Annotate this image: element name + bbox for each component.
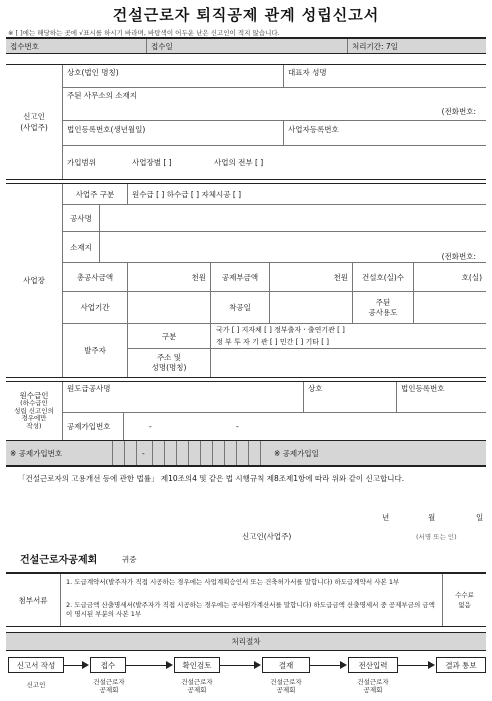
client-type-label: 구분 <box>161 331 177 341</box>
scope-option-all[interactable]: 사업의 전부 [ ] <box>214 157 264 167</box>
original-firm-label: 원도급공사명 <box>67 383 111 393</box>
original-corp-no-label: 법인등록번호 <box>401 383 445 393</box>
main-use-label: 주된 공사용도 <box>368 297 398 317</box>
original-mgmt-dash-1: - <box>149 422 152 431</box>
process-step-1-owner: 신고인 <box>26 680 46 689</box>
process-title: 처리절차 <box>6 632 486 650</box>
attachments-label: 첨부서류 <box>18 595 48 605</box>
receipt-number-label: 접수번호 <box>6 39 146 53</box>
arrow-icon <box>428 661 435 669</box>
process-step-4-owner: 건설근로자 공제회 <box>270 678 302 694</box>
reporter-corp-no-field[interactable]: 법인등록번호(생년월일) <box>67 125 146 134</box>
amount-label: 총공사금액 <box>76 272 114 282</box>
arrow-icon <box>340 661 347 669</box>
owner-type-options[interactable]: 원수급 [ ] 하수급 [ ] 자체시공 [ ] <box>132 189 242 199</box>
client-label: 발주자 <box>84 346 106 355</box>
recipient-suffix: 귀중 <box>122 554 137 564</box>
process-step-4: 결재 <box>262 657 310 673</box>
original-section-label: 원수급인 <box>19 390 49 400</box>
process-step-6: 결과 통보 <box>436 657 486 673</box>
reporter-section <box>6 65 62 179</box>
arrow-icon <box>254 661 261 669</box>
arrow-icon <box>82 661 89 669</box>
site-section-label: 사업장 <box>23 276 45 285</box>
form-note: ※ [ ]에는 해당하는 곳에 √표시를 하시기 바라며, 바탕색이 어두운 난은 신고인이 적지 않습니다. <box>8 29 280 37</box>
date-year-label: 년 <box>382 512 390 522</box>
process-step-5: 전산입력 <box>348 657 398 673</box>
process-step-3-owner: 건설근로자 공제회 <box>181 678 213 694</box>
process-step-5-owner: 건설근로자 공제회 <box>357 678 389 694</box>
client-address-label: 주소 및 성명(명칭) <box>151 353 187 372</box>
form-title: 건설근로자 퇴직공제 관계 성립신고서 <box>112 6 380 24</box>
process-step-1: 신고서 작성 <box>8 657 64 673</box>
deduct-amount-unit[interactable]: 천원 <box>333 272 348 282</box>
join-number-label: ※ 공제가입번호 <box>6 441 100 465</box>
project-name-label: 공사명 <box>70 213 92 223</box>
date-month-label: 월 <box>428 512 436 522</box>
declaration-text: 「건설근로자의 고용개선 등에 관한 법률」 제10조의4 및 같은 법 시행규칙 제8조제1항에 따라 위와 같이 신고합니다. <box>18 474 405 483</box>
project-name-input[interactable] <box>100 205 486 231</box>
original-section-sub: (하수급인 성립 신고인의 경우에만 작성) <box>14 399 54 430</box>
deduct-amount-label: 공제부금액 <box>221 272 259 282</box>
recipient-name: 건설근로자공제회 <box>20 554 98 566</box>
units-unit[interactable]: 호(실) <box>461 272 482 282</box>
receipt-date-label: 접수일 <box>147 39 347 53</box>
reporter-name-field[interactable]: 상호(법인 명칭) <box>67 68 119 77</box>
process-step-3: 확인검토 <box>174 657 220 673</box>
scope-label: 가입범위 <box>67 157 96 167</box>
start-date-label: 착공일 <box>229 303 251 312</box>
process-step-2-owner: 건설근로자 공제회 <box>93 678 125 694</box>
amount-unit[interactable]: 천원 <box>191 272 206 282</box>
attachment-item-1: 1. 도급계약서(발주자가 직접 시공하는 경우에는 사업계획승인서 또는 건축허가서를 말합니다) 하도급계약서 사본 1부 <box>66 578 400 586</box>
location-label: 소재지 <box>70 242 92 252</box>
date-day-label: 일 <box>476 512 484 522</box>
reporter-rep-field[interactable]: 대표자 성명 <box>288 68 327 77</box>
original-section <box>6 382 62 440</box>
join-number-input[interactable] <box>100 441 270 465</box>
reporter-section-label: 신고인 <box>23 112 45 121</box>
process-step-2: 접수 <box>90 657 126 673</box>
reporter-phone-field[interactable]: (전화번호: <box>441 106 476 116</box>
arrow-icon <box>166 661 173 669</box>
original-name-label: 상호 <box>308 383 323 393</box>
site-phone-field[interactable]: (전화번호: <box>441 251 476 261</box>
scope-option-site[interactable]: 사업장별 [ ] <box>132 157 172 167</box>
join-number-dash: - <box>142 448 145 458</box>
signer-label: 신고인(사업주) <box>242 531 292 541</box>
fee-label: 수수료 없음 <box>455 590 474 609</box>
period-label: 사업기간 <box>80 303 110 312</box>
join-date-input[interactable] <box>350 441 486 465</box>
owner-type-label: 사업주 구분 <box>75 189 115 199</box>
attachment-item-2: 2. 도급금액 산출명세서(발주자가 직접 시공하는 경우에는 공사원가계산서를 말합니다) 하도급금액 산출명세서 중 공제부금의 금액이 명시된 부분의 사본 1부 <box>66 601 435 618</box>
units-label: 건설호(실)수 <box>361 272 405 282</box>
reporter-section-sub: (사업주) <box>20 123 48 132</box>
join-date-label: ※ 공제가입일 <box>270 441 350 465</box>
original-mgmt-dash-2: - <box>236 422 239 431</box>
reporter-biz-no-field[interactable]: 사업자등록번호 <box>288 125 339 134</box>
original-mgmt-no-label: 공제가입번호 <box>67 422 111 431</box>
client-type-options-2[interactable]: 정 부 투 자 기 관 [ ] 민간 [ ] 기타 [ ] <box>216 338 329 346</box>
client-type-options-1[interactable]: 국가 [ ] 지자체 [ ] 정부출자ㆍ출연기관 [ ] <box>216 326 345 334</box>
sign-note[interactable]: (서명 또는 인) <box>416 532 457 541</box>
reporter-address-field[interactable]: 주된 사무소의 소재지 <box>67 90 137 100</box>
processing-period-label: 처리기간: 7일 <box>348 39 486 53</box>
